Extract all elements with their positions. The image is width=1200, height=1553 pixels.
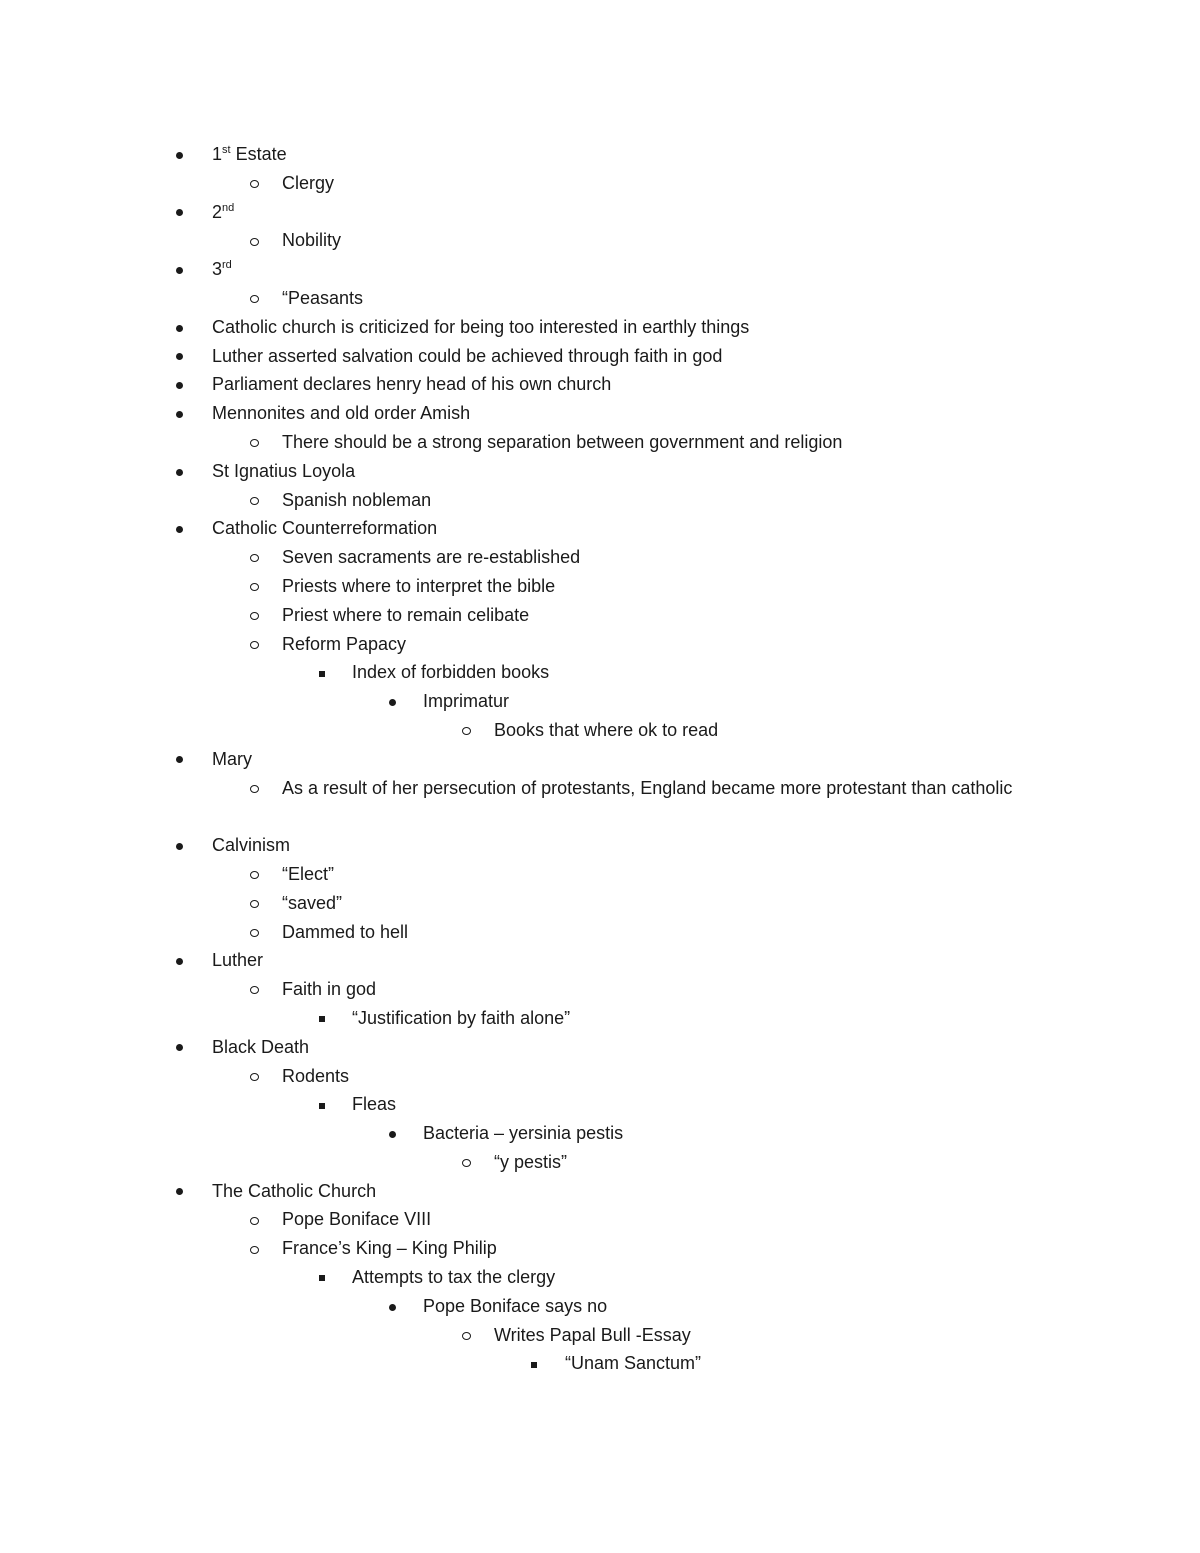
list-item-label: “y pestis” bbox=[494, 1151, 568, 1172]
bullet-dot-icon bbox=[167, 255, 191, 284]
list-item bbox=[0, 255, 1200, 284]
ordinal-suffix: rd bbox=[222, 259, 232, 272]
bullet-square-icon bbox=[310, 658, 334, 687]
list-item-text bbox=[282, 601, 529, 630]
list-item bbox=[0, 1321, 1200, 1350]
list-item-label: Fleas bbox=[352, 1094, 397, 1115]
list-item bbox=[0, 687, 1200, 716]
list-item-label: “Peasants bbox=[282, 287, 364, 308]
bullet-circle-icon bbox=[242, 1234, 266, 1263]
bullet-dot-icon bbox=[167, 342, 191, 371]
list-item bbox=[0, 140, 1200, 169]
list-item-label: Mary bbox=[212, 748, 252, 769]
bullet-dot-icon bbox=[167, 831, 191, 860]
bullet-dot-icon bbox=[167, 140, 191, 169]
list-item bbox=[0, 1263, 1200, 1292]
list-item bbox=[0, 1234, 1200, 1263]
list-item-text bbox=[212, 1033, 309, 1062]
ordinal-suffix: nd bbox=[222, 201, 235, 214]
list-item bbox=[0, 313, 1200, 342]
list-item-text bbox=[282, 284, 363, 313]
list-item-label: As a result of her persecution of protestants, England became more protestant than catholic bbox=[282, 777, 1013, 798]
list-item-text bbox=[282, 169, 334, 198]
list-item-label: Books that where ok to read bbox=[494, 719, 719, 740]
list-item bbox=[0, 601, 1200, 630]
list-item-text bbox=[282, 1234, 497, 1263]
list-item-label: Nobility bbox=[282, 230, 342, 251]
list-item bbox=[0, 1177, 1200, 1206]
bullet-circle-icon bbox=[242, 975, 266, 1004]
list-item-label: Parliament declares henry head of his own church bbox=[212, 374, 612, 395]
list-item-label: Black Death bbox=[212, 1036, 310, 1057]
list-item bbox=[0, 198, 1200, 227]
list-item-label: Spanish nobleman bbox=[282, 489, 432, 510]
list-item-label: Index of forbidden books bbox=[352, 662, 550, 683]
list-item bbox=[0, 1292, 1200, 1321]
list-item bbox=[0, 284, 1200, 313]
list-item-text bbox=[212, 255, 232, 284]
list-item bbox=[0, 1205, 1200, 1234]
list-item bbox=[0, 1062, 1200, 1091]
bullet-circle-icon bbox=[242, 1062, 266, 1091]
list-item-label: Catholic Counterreformation bbox=[212, 518, 438, 539]
list-item-text bbox=[494, 1148, 567, 1177]
list-item-label: “saved” bbox=[282, 892, 343, 913]
list-item bbox=[0, 774, 1200, 832]
bullet-circle-icon bbox=[242, 226, 266, 255]
bullet-square-icon bbox=[522, 1349, 546, 1378]
list-item bbox=[0, 543, 1200, 572]
list-item bbox=[0, 457, 1200, 486]
list-item-label: 3 bbox=[212, 259, 223, 280]
list-item-text bbox=[352, 1263, 555, 1292]
bullet-circle-icon bbox=[242, 486, 266, 515]
bullet-dot-icon bbox=[167, 514, 191, 543]
list-item-text bbox=[282, 572, 555, 601]
list-item-label: France’s King – King Philip bbox=[282, 1238, 497, 1259]
list-item-label: Priests where to interpret the bible bbox=[282, 575, 556, 596]
list-item-text bbox=[423, 687, 509, 716]
bullet-dot-icon bbox=[167, 313, 191, 342]
list-item-label: The Catholic Church bbox=[212, 1180, 377, 1201]
list-item-label: Bacteria – yersinia pestis bbox=[423, 1123, 624, 1144]
list-item-text bbox=[352, 658, 549, 687]
list-item-text bbox=[282, 1062, 349, 1091]
bullet-circle-icon bbox=[242, 889, 266, 918]
bullet-circle-icon bbox=[242, 572, 266, 601]
list-item-text bbox=[282, 975, 376, 1004]
bullet-square-icon bbox=[310, 1004, 334, 1033]
list-item-label: There should be a strong separation between government and religion bbox=[282, 431, 843, 452]
list-item-text bbox=[282, 226, 341, 255]
list-item-text bbox=[282, 918, 408, 947]
list-item-label: Writes Papal Bull -Essay bbox=[494, 1324, 691, 1345]
list-item-label: Attempts to tax the clergy bbox=[352, 1267, 556, 1288]
list-item bbox=[0, 1349, 1200, 1378]
list-item-text bbox=[212, 399, 470, 428]
bullet-circle-icon bbox=[242, 169, 266, 198]
list-item bbox=[0, 946, 1200, 975]
list-item-label-continued: Estate bbox=[230, 144, 287, 164]
bullet-dot-icon bbox=[167, 370, 191, 399]
bullet-circle-icon bbox=[454, 716, 478, 745]
bullet-circle-icon bbox=[242, 1205, 266, 1234]
bullet-dot-icon bbox=[167, 198, 191, 227]
list-item-label: Dammed to hell bbox=[282, 921, 409, 942]
bullet-circle-icon bbox=[242, 601, 266, 630]
bullet-dot-icon bbox=[167, 745, 191, 774]
list-item-text bbox=[494, 716, 718, 745]
list-item bbox=[0, 745, 1200, 774]
bullet-dot-icon bbox=[167, 1033, 191, 1062]
list-item-label: 2 bbox=[212, 201, 223, 222]
list-item-text bbox=[212, 313, 749, 342]
bullet-circle-icon bbox=[242, 630, 266, 659]
list-item-label: Priest where to remain celibate bbox=[282, 604, 530, 625]
bullet-circle-icon bbox=[242, 918, 266, 947]
list-item-text bbox=[282, 889, 342, 918]
list-item-label: Faith in god bbox=[282, 979, 377, 1000]
list-item-label: Seven sacraments are re-established bbox=[282, 547, 581, 568]
bullet-circle-icon bbox=[454, 1321, 478, 1350]
list-item-text bbox=[212, 831, 290, 860]
list-item-label: Luther bbox=[212, 950, 264, 971]
list-item bbox=[0, 1148, 1200, 1177]
list-item-text bbox=[212, 140, 287, 169]
list-item-label: 1 bbox=[212, 144, 223, 164]
list-item bbox=[0, 716, 1200, 745]
list-item-text bbox=[212, 1177, 376, 1206]
list-item-label: Imprimatur bbox=[423, 691, 510, 712]
list-item-label: Rodents bbox=[282, 1065, 350, 1086]
bullet-circle-icon bbox=[242, 284, 266, 313]
list-item-label: “Justification by faith alone” bbox=[352, 1007, 571, 1028]
list-item bbox=[0, 486, 1200, 515]
list-item bbox=[0, 889, 1200, 918]
list-item-text bbox=[282, 774, 1022, 803]
list-item-label: St Ignatius Loyola bbox=[212, 460, 356, 481]
list-item-label: Pope Boniface says no bbox=[423, 1295, 608, 1316]
list-item bbox=[0, 1033, 1200, 1062]
list-item bbox=[0, 658, 1200, 687]
list-item bbox=[0, 918, 1200, 947]
list-item-text bbox=[212, 198, 234, 227]
list-item-label: Pope Boniface VIII bbox=[282, 1209, 432, 1230]
list-item bbox=[0, 572, 1200, 601]
list-item-text bbox=[423, 1292, 607, 1321]
list-item-label: Reform Papacy bbox=[282, 633, 407, 654]
bullet-circle-icon bbox=[454, 1148, 478, 1177]
bullet-circle-icon bbox=[242, 774, 266, 803]
list-item bbox=[0, 370, 1200, 399]
list-item-text bbox=[494, 1321, 691, 1350]
list-item bbox=[0, 831, 1200, 860]
bullet-circle-icon bbox=[242, 543, 266, 572]
list-item bbox=[0, 428, 1200, 457]
list-item-text bbox=[565, 1349, 701, 1378]
list-item-label: Mennonites and old order Amish bbox=[212, 403, 471, 424]
list-item bbox=[0, 342, 1200, 371]
bullet-dot-icon bbox=[380, 1119, 404, 1148]
list-item-label: “Unam Sanctum” bbox=[565, 1353, 702, 1374]
list-item-label: Luther asserted salvation could be achieved through faith in god bbox=[212, 345, 723, 366]
bullet-square-icon bbox=[310, 1263, 334, 1292]
list-item bbox=[0, 630, 1200, 659]
list-item bbox=[0, 514, 1200, 543]
list-item bbox=[0, 1004, 1200, 1033]
list-item-text bbox=[282, 1205, 431, 1234]
list-item-text bbox=[212, 946, 263, 975]
list-item-text bbox=[212, 514, 437, 543]
bullet-circle-icon bbox=[242, 428, 266, 457]
bullet-dot-icon bbox=[380, 1292, 404, 1321]
list-item-label: “Elect” bbox=[282, 863, 335, 884]
list-item-text bbox=[282, 428, 842, 457]
list-item-text bbox=[212, 342, 722, 371]
list-item-text bbox=[282, 486, 431, 515]
list-item-text bbox=[282, 543, 580, 572]
list-item-text bbox=[352, 1004, 570, 1033]
list-item bbox=[0, 226, 1200, 255]
list-item-text bbox=[212, 370, 611, 399]
list-item-text bbox=[212, 745, 252, 774]
list-item bbox=[0, 169, 1200, 198]
list-item-label: Catholic church is criticized for being too interested in earthly things bbox=[212, 316, 750, 337]
bullet-dot-icon bbox=[167, 457, 191, 486]
bullet-dot-icon bbox=[167, 1177, 191, 1206]
ordinal-suffix: st bbox=[222, 144, 231, 156]
list-item-text bbox=[282, 860, 334, 889]
bullet-outline bbox=[0, 140, 1200, 1378]
list-item bbox=[0, 860, 1200, 889]
list-item-label: Calvinism bbox=[212, 835, 291, 856]
list-item-text bbox=[352, 1090, 396, 1119]
list-item-label: Clergy bbox=[282, 172, 335, 193]
list-item bbox=[0, 399, 1200, 428]
bullet-dot-icon bbox=[167, 399, 191, 428]
bullet-dot-icon bbox=[380, 687, 404, 716]
list-item-text bbox=[423, 1119, 623, 1148]
list-item-text bbox=[212, 457, 355, 486]
list-item bbox=[0, 975, 1200, 1004]
bullet-circle-icon bbox=[242, 860, 266, 889]
list-item bbox=[0, 1090, 1200, 1119]
bullet-square-icon bbox=[310, 1090, 334, 1119]
bullet-dot-icon bbox=[167, 946, 191, 975]
list-item-text bbox=[282, 630, 406, 659]
list-item bbox=[0, 1119, 1200, 1148]
